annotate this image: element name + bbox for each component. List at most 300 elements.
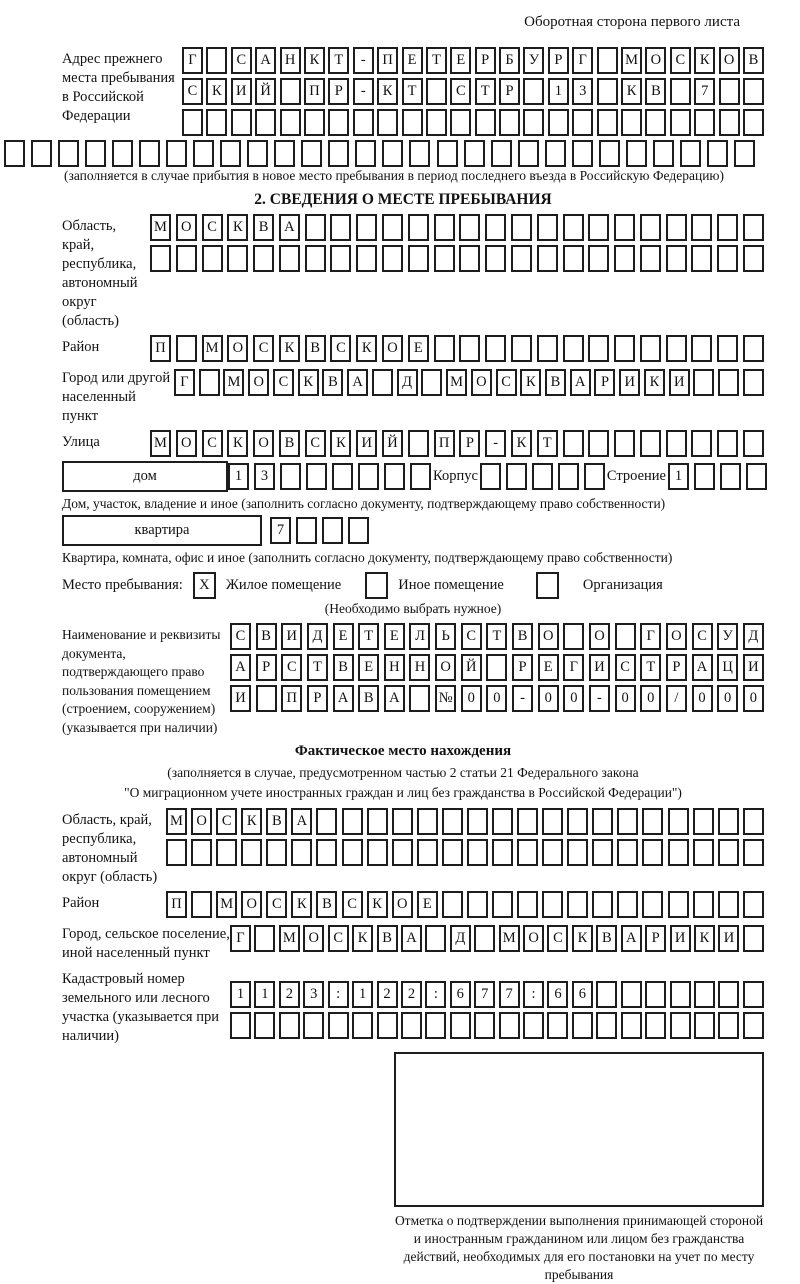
- char-cell: [617, 808, 638, 835]
- char-cell: [434, 214, 455, 241]
- char-cell: Ь: [435, 623, 456, 650]
- cell-row: [270, 517, 369, 544]
- char-cell: О: [392, 891, 413, 918]
- char-cell: О: [176, 430, 197, 457]
- char-cell: 1: [228, 463, 249, 490]
- char-cell: [442, 839, 463, 866]
- char-cell: [523, 109, 544, 136]
- cell-row: [150, 245, 764, 272]
- char-cell: [410, 463, 431, 490]
- char-cell: Й: [382, 430, 403, 457]
- char-cell: С: [305, 430, 326, 457]
- char-cell: П: [150, 335, 171, 362]
- char-cell: [182, 109, 203, 136]
- char-cell: Г: [174, 369, 195, 396]
- cadastral-label: Кадастровый номер земельного или лесного участка (указывается при наличии): [62, 971, 219, 1044]
- char-cell: [408, 245, 429, 272]
- char-cell: К: [298, 369, 319, 396]
- char-cell: 6: [450, 981, 471, 1008]
- char-cell: [176, 245, 197, 272]
- char-cell: [442, 891, 463, 918]
- char-cell: 0: [692, 685, 713, 712]
- char-cell: Т: [328, 47, 349, 74]
- field-street: [62, 430, 764, 457]
- char-cell: [356, 245, 377, 272]
- char-cell: [691, 245, 712, 272]
- char-cell: 6: [572, 981, 593, 1008]
- char-cell: О: [303, 925, 324, 952]
- char-cell: С: [692, 623, 713, 650]
- char-cell: 1: [254, 981, 275, 1008]
- char-cell: [206, 109, 227, 136]
- char-cell: [139, 140, 160, 167]
- char-cell: [743, 981, 764, 1008]
- char-cell: К: [377, 78, 398, 105]
- cell-row: [230, 925, 764, 952]
- char-cell: С: [342, 891, 363, 918]
- char-cell: [230, 1012, 251, 1039]
- char-cell: [718, 981, 739, 1008]
- char-cell: [743, 109, 764, 136]
- char-cell: О: [538, 623, 559, 650]
- char-cell: -: [485, 430, 506, 457]
- char-cell: [425, 925, 446, 952]
- char-cell: П: [377, 47, 398, 74]
- char-cell: К: [644, 369, 665, 396]
- char-cell: Р: [307, 685, 328, 712]
- char-cell: [743, 925, 764, 952]
- char-cell: [718, 369, 739, 396]
- char-cell: А: [384, 685, 405, 712]
- char-cell: [596, 981, 617, 1008]
- char-cell: [279, 245, 300, 272]
- char-cell: Н: [280, 47, 301, 74]
- char-cell: [367, 808, 388, 835]
- char-cell: С: [273, 369, 294, 396]
- char-cell: В: [322, 369, 343, 396]
- actual-location-note-line2: "О миграционном учете иностранных граждан и лиц без гражданства в Российской Федерации"): [124, 785, 682, 800]
- char-cell: [467, 808, 488, 835]
- char-cell: К: [279, 335, 300, 362]
- char-cell: [4, 140, 25, 167]
- char-cell: [666, 430, 687, 457]
- char-cell: [743, 891, 764, 918]
- char-cell: С: [202, 214, 223, 241]
- char-cell: [558, 463, 579, 490]
- char-cell: [599, 140, 620, 167]
- char-cell: В: [358, 685, 379, 712]
- cell-row: [230, 623, 764, 650]
- cell-row: [174, 369, 764, 396]
- char-cell: [511, 245, 532, 272]
- char-cell: И: [281, 623, 302, 650]
- char-cell: [296, 517, 317, 544]
- char-cell: [279, 1012, 300, 1039]
- char-cell: [176, 335, 197, 362]
- char-cell: Е: [538, 654, 559, 681]
- char-cell: [382, 245, 403, 272]
- char-cell: Е: [417, 891, 438, 918]
- char-cell: [691, 335, 712, 362]
- char-cell: [537, 245, 558, 272]
- char-cell: [668, 891, 689, 918]
- char-cell: С: [330, 335, 351, 362]
- char-cell: [434, 245, 455, 272]
- char-cell: С: [461, 623, 482, 650]
- char-cell: Т: [307, 654, 328, 681]
- char-cell: [434, 335, 455, 362]
- char-cell: [322, 517, 343, 544]
- char-cell: К: [304, 47, 325, 74]
- cell-row: [182, 47, 764, 74]
- char-cell: [743, 839, 764, 866]
- char-cell: У: [523, 47, 544, 74]
- char-cell: [666, 214, 687, 241]
- char-cell: [588, 430, 609, 457]
- char-cell: В: [545, 369, 566, 396]
- char-cell: [342, 839, 363, 866]
- field-district: [62, 335, 764, 362]
- char-cell: К: [352, 925, 373, 952]
- char-cell: И: [669, 369, 690, 396]
- char-cell: [717, 335, 738, 362]
- char-cell: [485, 214, 506, 241]
- char-cell: [256, 685, 277, 712]
- field-document: [62, 623, 764, 737]
- char-cell: 0: [563, 685, 584, 712]
- char-cell: Л: [409, 623, 430, 650]
- field-house: [62, 461, 764, 492]
- char-cell: [355, 140, 376, 167]
- char-cell: [615, 623, 636, 650]
- char-cell: [193, 140, 214, 167]
- char-cell: [305, 245, 326, 272]
- char-cell: Р: [475, 47, 496, 74]
- char-cell: [614, 430, 635, 457]
- char-cell: К: [694, 47, 715, 74]
- cell-row: [182, 78, 764, 105]
- char-cell: [485, 335, 506, 362]
- char-cell: [592, 839, 613, 866]
- char-cell: [614, 245, 635, 272]
- char-cell: 3: [254, 463, 275, 490]
- char-cell: С: [547, 925, 568, 952]
- char-cell: Е: [384, 623, 405, 650]
- char-cell: [206, 47, 227, 74]
- char-cell: Р: [459, 430, 480, 457]
- char-cell: [666, 335, 687, 362]
- char-cell: Ц: [717, 654, 738, 681]
- korpus-label: Корпус: [433, 468, 478, 484]
- char-cell: С: [328, 925, 349, 952]
- char-cell: [450, 1012, 471, 1039]
- char-cell: В: [645, 78, 666, 105]
- char-cell: М: [223, 369, 244, 396]
- char-cell: [719, 78, 740, 105]
- field-apartment: [62, 515, 764, 546]
- char-cell: [241, 839, 262, 866]
- char-cell: [640, 245, 661, 272]
- char-cell: А: [291, 808, 312, 835]
- char-cell: Е: [450, 47, 471, 74]
- char-cell: [480, 463, 501, 490]
- char-cell: [717, 430, 738, 457]
- char-cell: И: [670, 925, 691, 952]
- char-cell: О: [471, 369, 492, 396]
- apartment-note: Квартира, комната, офис и иное (заполнить согласно документу, подтверждающему право собственности): [62, 550, 673, 565]
- char-cell: О: [227, 335, 248, 362]
- char-cell: [640, 214, 661, 241]
- prev-address-note: (заполняется в случае прибытия в новое место пребывания в период последнего въезда в Российскую Федерацию): [63, 168, 725, 183]
- char-cell: В: [279, 430, 300, 457]
- char-cell: [547, 1012, 568, 1039]
- cell-row: [150, 430, 764, 457]
- char-cell: В: [333, 654, 354, 681]
- char-cell: Н: [409, 654, 430, 681]
- char-cell: [523, 78, 544, 105]
- char-cell: С: [216, 808, 237, 835]
- char-cell: [199, 369, 220, 396]
- checkbox-inoe: [365, 572, 388, 599]
- char-cell: 0: [461, 685, 482, 712]
- char-cell: Р: [548, 47, 569, 74]
- char-cell: [409, 140, 430, 167]
- char-cell: [467, 891, 488, 918]
- char-cell: С: [496, 369, 517, 396]
- char-cell: [743, 78, 764, 105]
- char-cell: А: [333, 685, 354, 712]
- char-cell: [506, 463, 527, 490]
- char-cell: [31, 140, 52, 167]
- char-cell: [743, 808, 764, 835]
- char-cell: М: [621, 47, 642, 74]
- char-cell: И: [231, 78, 252, 105]
- option-label-inoe: Иное помещение: [398, 577, 504, 593]
- char-cell: Н: [384, 654, 405, 681]
- char-cell: 0: [486, 685, 507, 712]
- char-cell: [485, 245, 506, 272]
- char-cell: [112, 140, 133, 167]
- option-label-organizaciya: Организация: [582, 577, 663, 593]
- char-cell: [85, 140, 106, 167]
- char-cell: [377, 109, 398, 136]
- char-cell: -: [353, 47, 374, 74]
- char-cell: В: [253, 214, 274, 241]
- char-cell: И: [230, 685, 251, 712]
- char-cell: М: [446, 369, 467, 396]
- char-cell: [642, 891, 663, 918]
- char-cell: [542, 839, 563, 866]
- field-prev-address: [62, 47, 764, 136]
- char-cell: М: [216, 891, 237, 918]
- char-cell: Р: [512, 654, 533, 681]
- char-cell: [382, 140, 403, 167]
- char-cell: [640, 430, 661, 457]
- char-cell: [316, 839, 337, 866]
- char-cell: Й: [255, 78, 276, 105]
- char-cell: [523, 1012, 544, 1039]
- char-cell: [621, 109, 642, 136]
- field-cadastral: [62, 967, 764, 1046]
- char-cell: 0: [640, 685, 661, 712]
- char-cell: Т: [537, 430, 558, 457]
- char-cell: К: [206, 78, 227, 105]
- char-cell: [617, 891, 638, 918]
- char-cell: Т: [358, 623, 379, 650]
- cell-row: [150, 335, 764, 362]
- city-2-label: Город, сельское поселение, иной населенный пункт: [62, 926, 230, 961]
- char-cell: А: [230, 654, 251, 681]
- char-cell: Р: [645, 925, 666, 952]
- house-note: Дом, участок, владение и иное (заполнить согласно документу, подтверждающему право собственности): [62, 496, 666, 511]
- char-cell: [253, 245, 274, 272]
- char-cell: Г: [182, 47, 203, 74]
- char-cell: С: [670, 47, 691, 74]
- char-cell: [426, 78, 447, 105]
- char-cell: [367, 839, 388, 866]
- char-cell: [718, 839, 739, 866]
- char-cell: [280, 463, 301, 490]
- district-label: Район: [62, 339, 100, 355]
- char-cell: [617, 839, 638, 866]
- char-cell: Д: [450, 925, 471, 952]
- char-cell: 0: [615, 685, 636, 712]
- char-cell: [567, 808, 588, 835]
- char-cell: [567, 839, 588, 866]
- char-cell: [166, 839, 187, 866]
- char-cell: И: [718, 925, 739, 952]
- char-cell: В: [256, 623, 277, 650]
- char-cell: [670, 981, 691, 1008]
- char-cell: [517, 839, 538, 866]
- cell-row: [668, 463, 767, 490]
- char-cell: [717, 214, 738, 241]
- char-cell: [426, 109, 447, 136]
- char-cell: [274, 140, 295, 167]
- char-cell: [382, 214, 403, 241]
- field-region: [62, 214, 764, 331]
- char-cell: О: [719, 47, 740, 74]
- char-cell: [563, 335, 584, 362]
- char-cell: К: [511, 430, 532, 457]
- char-cell: Г: [572, 47, 593, 74]
- char-cell: [743, 335, 764, 362]
- char-cell: 2: [279, 981, 300, 1008]
- char-cell: 3: [303, 981, 324, 1008]
- char-cell: М: [150, 214, 171, 241]
- char-cell: С: [182, 78, 203, 105]
- char-cell: К: [241, 808, 262, 835]
- section2-title: 2. СВЕДЕНИЯ О МЕСТЕ ПРЕБЫВАНИЯ: [254, 191, 552, 208]
- char-cell: [517, 808, 538, 835]
- char-cell: [694, 1012, 715, 1039]
- char-cell: [645, 1012, 666, 1039]
- char-cell: [150, 245, 171, 272]
- place-type-label: Место пребывания:: [62, 577, 183, 593]
- char-cell: :: [425, 981, 446, 1008]
- char-cell: 2: [377, 981, 398, 1008]
- char-cell: [572, 140, 593, 167]
- char-cell: [474, 1012, 495, 1039]
- char-cell: В: [266, 808, 287, 835]
- place-type-note: (Необходимо выбрать нужное): [324, 601, 502, 616]
- char-cell: [640, 335, 661, 362]
- char-cell: [332, 463, 353, 490]
- cell-row: [230, 1012, 764, 1039]
- char-cell: [408, 430, 429, 457]
- char-cell: [642, 839, 663, 866]
- char-cell: [588, 335, 609, 362]
- char-cell: [492, 808, 513, 835]
- char-cell: [467, 839, 488, 866]
- char-cell: [328, 1012, 349, 1039]
- char-cell: В: [305, 335, 326, 362]
- char-cell: [475, 109, 496, 136]
- char-cell: [280, 78, 301, 105]
- char-cell: [518, 140, 539, 167]
- actual-location-note-line1: (заполняется в случае, предусмотренном частью 2 статьи 21 Федерального закона: [167, 765, 639, 780]
- char-cell: П: [166, 891, 187, 918]
- char-cell: В: [596, 925, 617, 952]
- field-place-type: [62, 572, 764, 599]
- cell-row: [230, 654, 764, 681]
- char-cell: 3: [572, 78, 593, 105]
- char-cell: [668, 808, 689, 835]
- char-cell: [621, 981, 642, 1008]
- char-cell: Д: [397, 369, 418, 396]
- char-cell: [330, 245, 351, 272]
- char-cell: В: [377, 925, 398, 952]
- cell-row: [480, 463, 605, 490]
- char-cell: 7: [474, 981, 495, 1008]
- char-cell: [572, 109, 593, 136]
- char-cell: [563, 623, 584, 650]
- char-cell: [425, 1012, 446, 1039]
- char-cell: [330, 214, 351, 241]
- apartment-box-label: квартира: [62, 515, 262, 546]
- char-cell: К: [367, 891, 388, 918]
- char-cell: [542, 891, 563, 918]
- char-cell: Р: [256, 654, 277, 681]
- char-cell: 7: [270, 517, 291, 544]
- char-cell: Г: [230, 925, 251, 952]
- prev-address-label: Адрес прежнего места пребывания в Российской Федерации: [62, 51, 175, 124]
- char-cell: [491, 140, 512, 167]
- char-cell: [718, 891, 739, 918]
- char-cell: [743, 430, 764, 457]
- char-cell: /: [666, 685, 687, 712]
- char-cell: [666, 245, 687, 272]
- char-cell: [693, 369, 714, 396]
- char-cell: К: [572, 925, 593, 952]
- char-cell: [563, 245, 584, 272]
- char-cell: И: [743, 654, 764, 681]
- char-cell: -: [353, 78, 374, 105]
- char-cell: [717, 245, 738, 272]
- checkbox-zhiloe: X: [193, 572, 216, 599]
- char-cell: П: [434, 430, 455, 457]
- cell-row: [166, 839, 764, 866]
- char-cell: Г: [563, 654, 584, 681]
- char-cell: А: [279, 214, 300, 241]
- char-cell: 1: [230, 981, 251, 1008]
- char-cell: [358, 463, 379, 490]
- char-cell: [670, 78, 691, 105]
- char-cell: [353, 109, 374, 136]
- char-cell: [417, 808, 438, 835]
- char-cell: А: [401, 925, 422, 952]
- char-cell: О: [435, 654, 456, 681]
